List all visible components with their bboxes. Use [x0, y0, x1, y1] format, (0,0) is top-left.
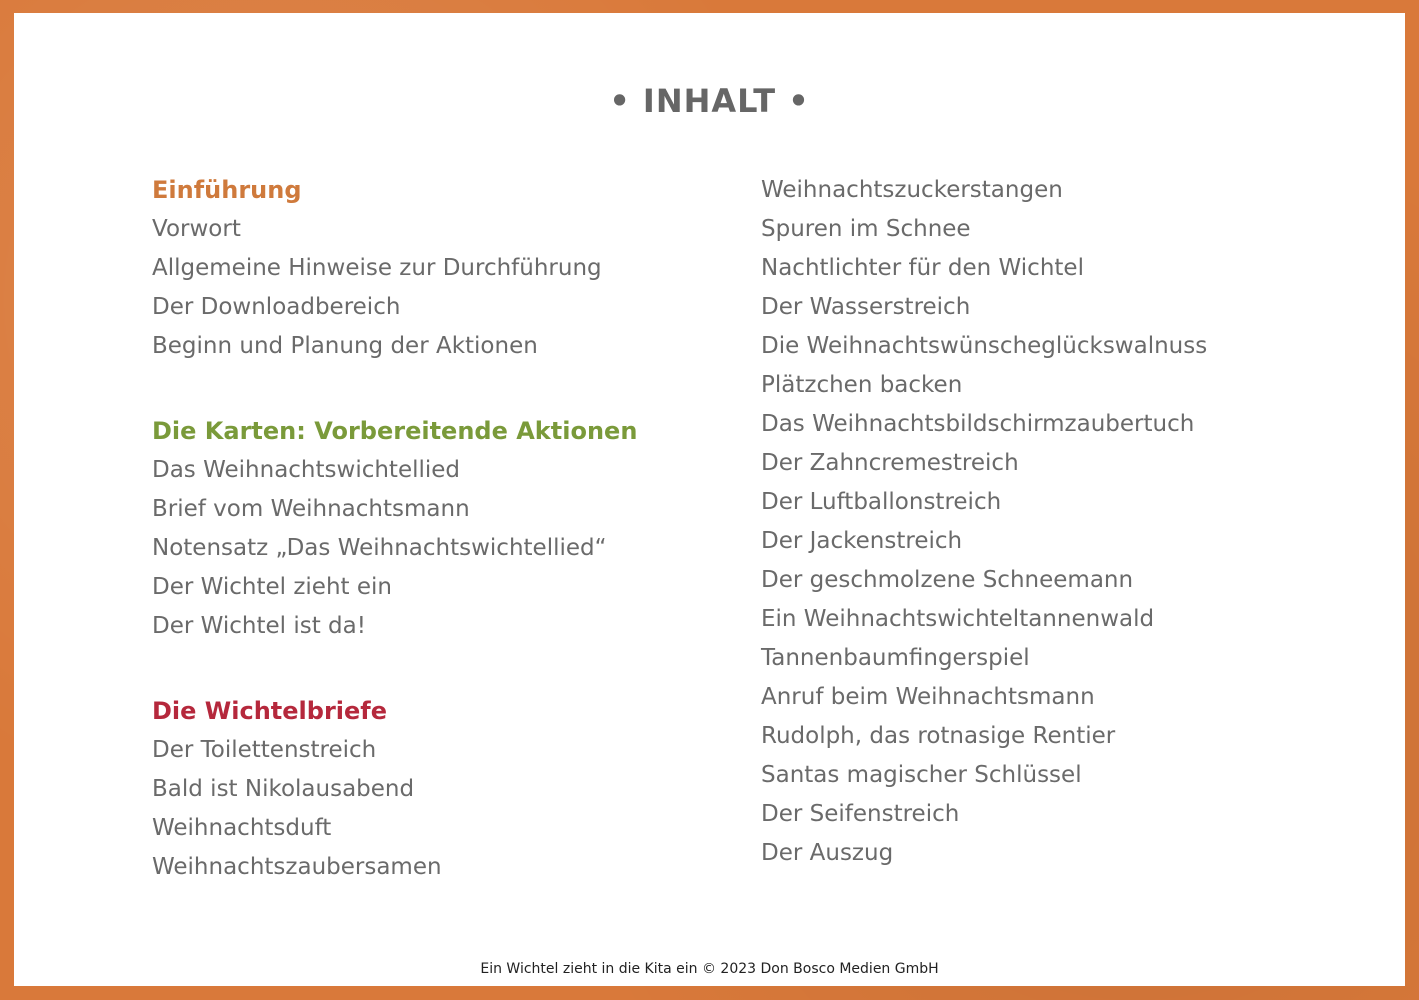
section-spacer [152, 366, 712, 412]
content-page [14, 13, 1405, 986]
toc-item: Der Luftballonstreich [761, 489, 1002, 515]
section-heading-karten: Die Karten: Vorbereitende Aktionen [152, 417, 638, 445]
page-title: • INHALT • [609, 82, 810, 120]
toc-item: Der Zahncremestreich [761, 450, 1019, 476]
toc-item: Der Wichtel ist da! [152, 613, 366, 639]
toc-item: Plätzchen backen [761, 372, 963, 398]
toc-item: Der Auszug [761, 840, 894, 866]
toc-item: Das Weihnachtswichtellied [152, 457, 461, 483]
toc-item: Der Jackenstreich [761, 528, 963, 554]
toc-item: Ein Weihnachtswichteltannenwald [761, 606, 1155, 632]
toc-item: Die Weihnachtswünscheglückswalnuss [761, 333, 1208, 359]
toc-item: Der Wasserstreich [761, 294, 971, 320]
section-heading-einfuehrung: Einführung [152, 176, 302, 204]
toc-item: Rudolph, das rotnasige Rentier [761, 723, 1116, 749]
toc-item: Anruf beim Weihnachtsmann [761, 684, 1095, 710]
toc-item: Brief vom Weihnachtsmann [152, 496, 470, 522]
section-heading-wichtelbriefe: Die Wichtelbriefe [152, 697, 388, 725]
toc-item: Allgemeine Hinweise zur Durchführung [152, 255, 602, 281]
toc-item: Der Seifenstreich [761, 801, 960, 827]
toc-item: Vorwort [152, 216, 241, 242]
toc-item: Weihnachtszaubersamen [152, 854, 442, 880]
toc-item: Spuren im Schnee [761, 216, 971, 242]
toc-item: Beginn und Planung der Aktionen [152, 333, 538, 359]
toc-item: Weihnachtszuckerstangen [761, 177, 1063, 203]
copyright-footer: Ein Wichtel zieht in die Kita ein © 2023 Don Bosco Medien GmbH [480, 961, 939, 977]
toc-item: Der Downloadbereich [152, 294, 401, 320]
toc-left-column [152, 171, 712, 887]
toc-item: Das Weihnachtsbildschirmzaubertuch [761, 411, 1195, 437]
toc-item: Der Wichtel zieht ein [152, 574, 392, 600]
toc-item: Tannenbaumfingerspiel [761, 645, 1030, 671]
toc-item: Nachtlichter für den Wichtel [761, 255, 1084, 281]
toc-item: Bald ist Nikolausabend [152, 776, 415, 802]
toc-item: Weihnachtsduft [152, 815, 332, 841]
toc-item: Santas magischer Schlüssel [761, 762, 1082, 788]
toc-item: Der geschmolzene Schneemann [761, 567, 1134, 593]
toc-right-column [761, 171, 1361, 873]
toc-item: Notensatz „Das Weihnachtswichtellied“ [152, 535, 607, 561]
section-spacer [152, 646, 712, 692]
toc-item: Der Toilettenstreich [152, 737, 377, 763]
